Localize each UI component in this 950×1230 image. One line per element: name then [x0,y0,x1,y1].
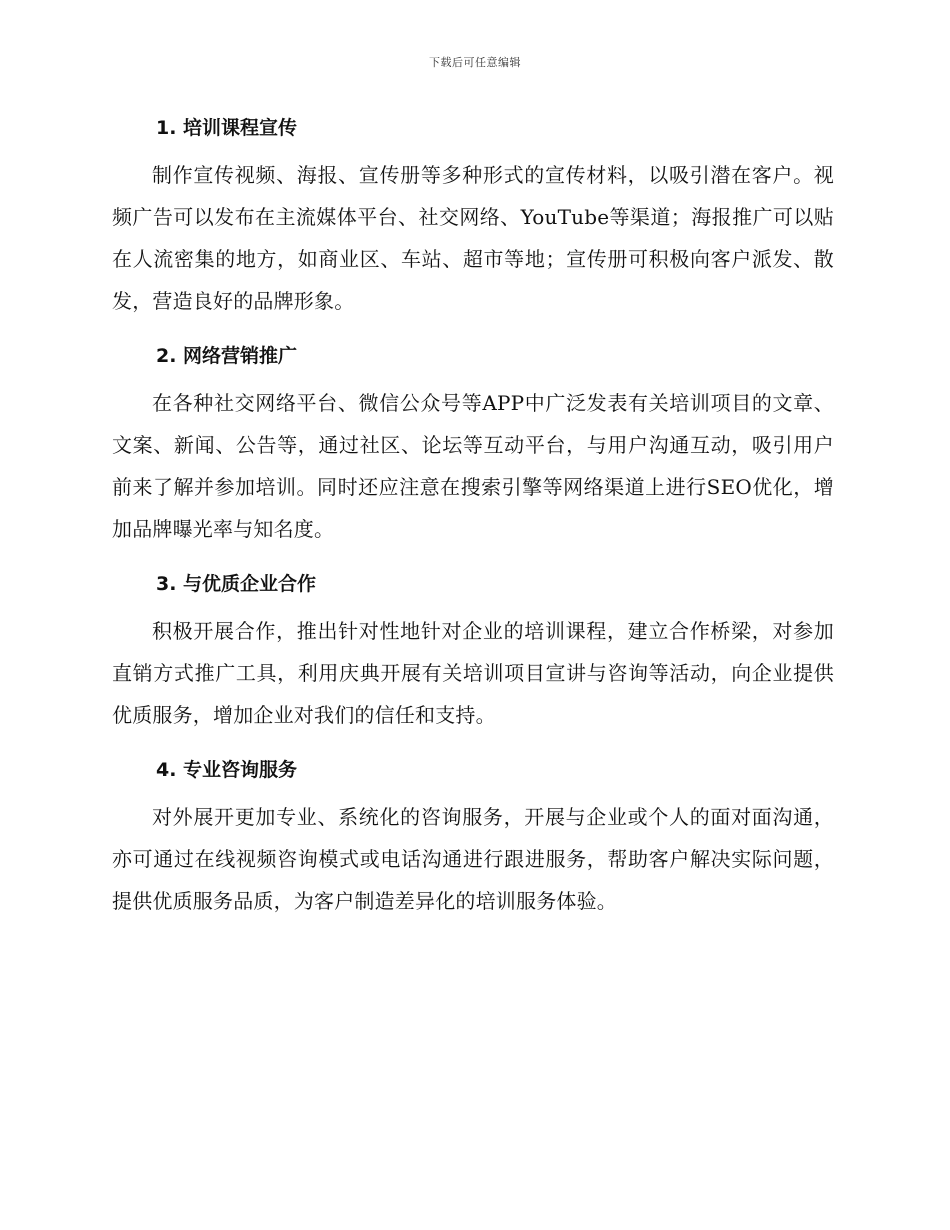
section-body: 对外展开更加专业、系统化的咨询服务，开展与企业或个人的面对面沟通，亦可通过在线视频咨询模式或电话沟通进行跟进服务，帮助客户解决实际问题，提供优质服务品质，为客户制造差异化的培训服务体验。 [112,805,834,913]
section-body: 在各种社交网络平台、微信公众号等APP中广泛发表有关培训项目的文章、文案、新闻、公告等，通过社区、论坛等互动平台，与用户沟通互动，吸引用户前来了解并参加培训。同时还应注意在搜索引擎等网络渠道上进行SEO优化，增加品牌曝光率与知名度。 [112,391,834,541]
section-body: 制作宣传视频、海报、宣传册等多种形式的宣传材料，以吸引潜在客户。视频广告可以发布在主流媒体平台、社交网络、YouTube等渠道；海报推广可以贴在人流密集的地方，如商业区、车站、超市等地；宣传册可积极向客户派发、散发，营造良好的品牌形象。 [112,163,834,313]
section-title: 1. 培训课程宣传 [156,117,298,139]
section-body: 积极开展合作，推出针对性地针对企业的培训课程，建立合作桥梁，对参加直销方式推广工具，利用庆典开展有关培训项目宣讲与咨询等活动，向企业提供优质服务，增加企业对我们的信任和支持。 [112,619,834,727]
section-online-marketing [112,338,834,550]
section-title: 4. 专业咨询服务 [156,759,298,781]
header-note: 下载后可任意编辑 [429,56,521,69]
section-enterprise-cooperation [112,566,834,736]
section-consulting-service [112,752,834,922]
document-content [112,110,834,938]
section-promotion [112,110,834,322]
section-title: 2. 网络营销推广 [156,345,298,367]
section-title: 3. 与优质企业合作 [156,573,317,595]
